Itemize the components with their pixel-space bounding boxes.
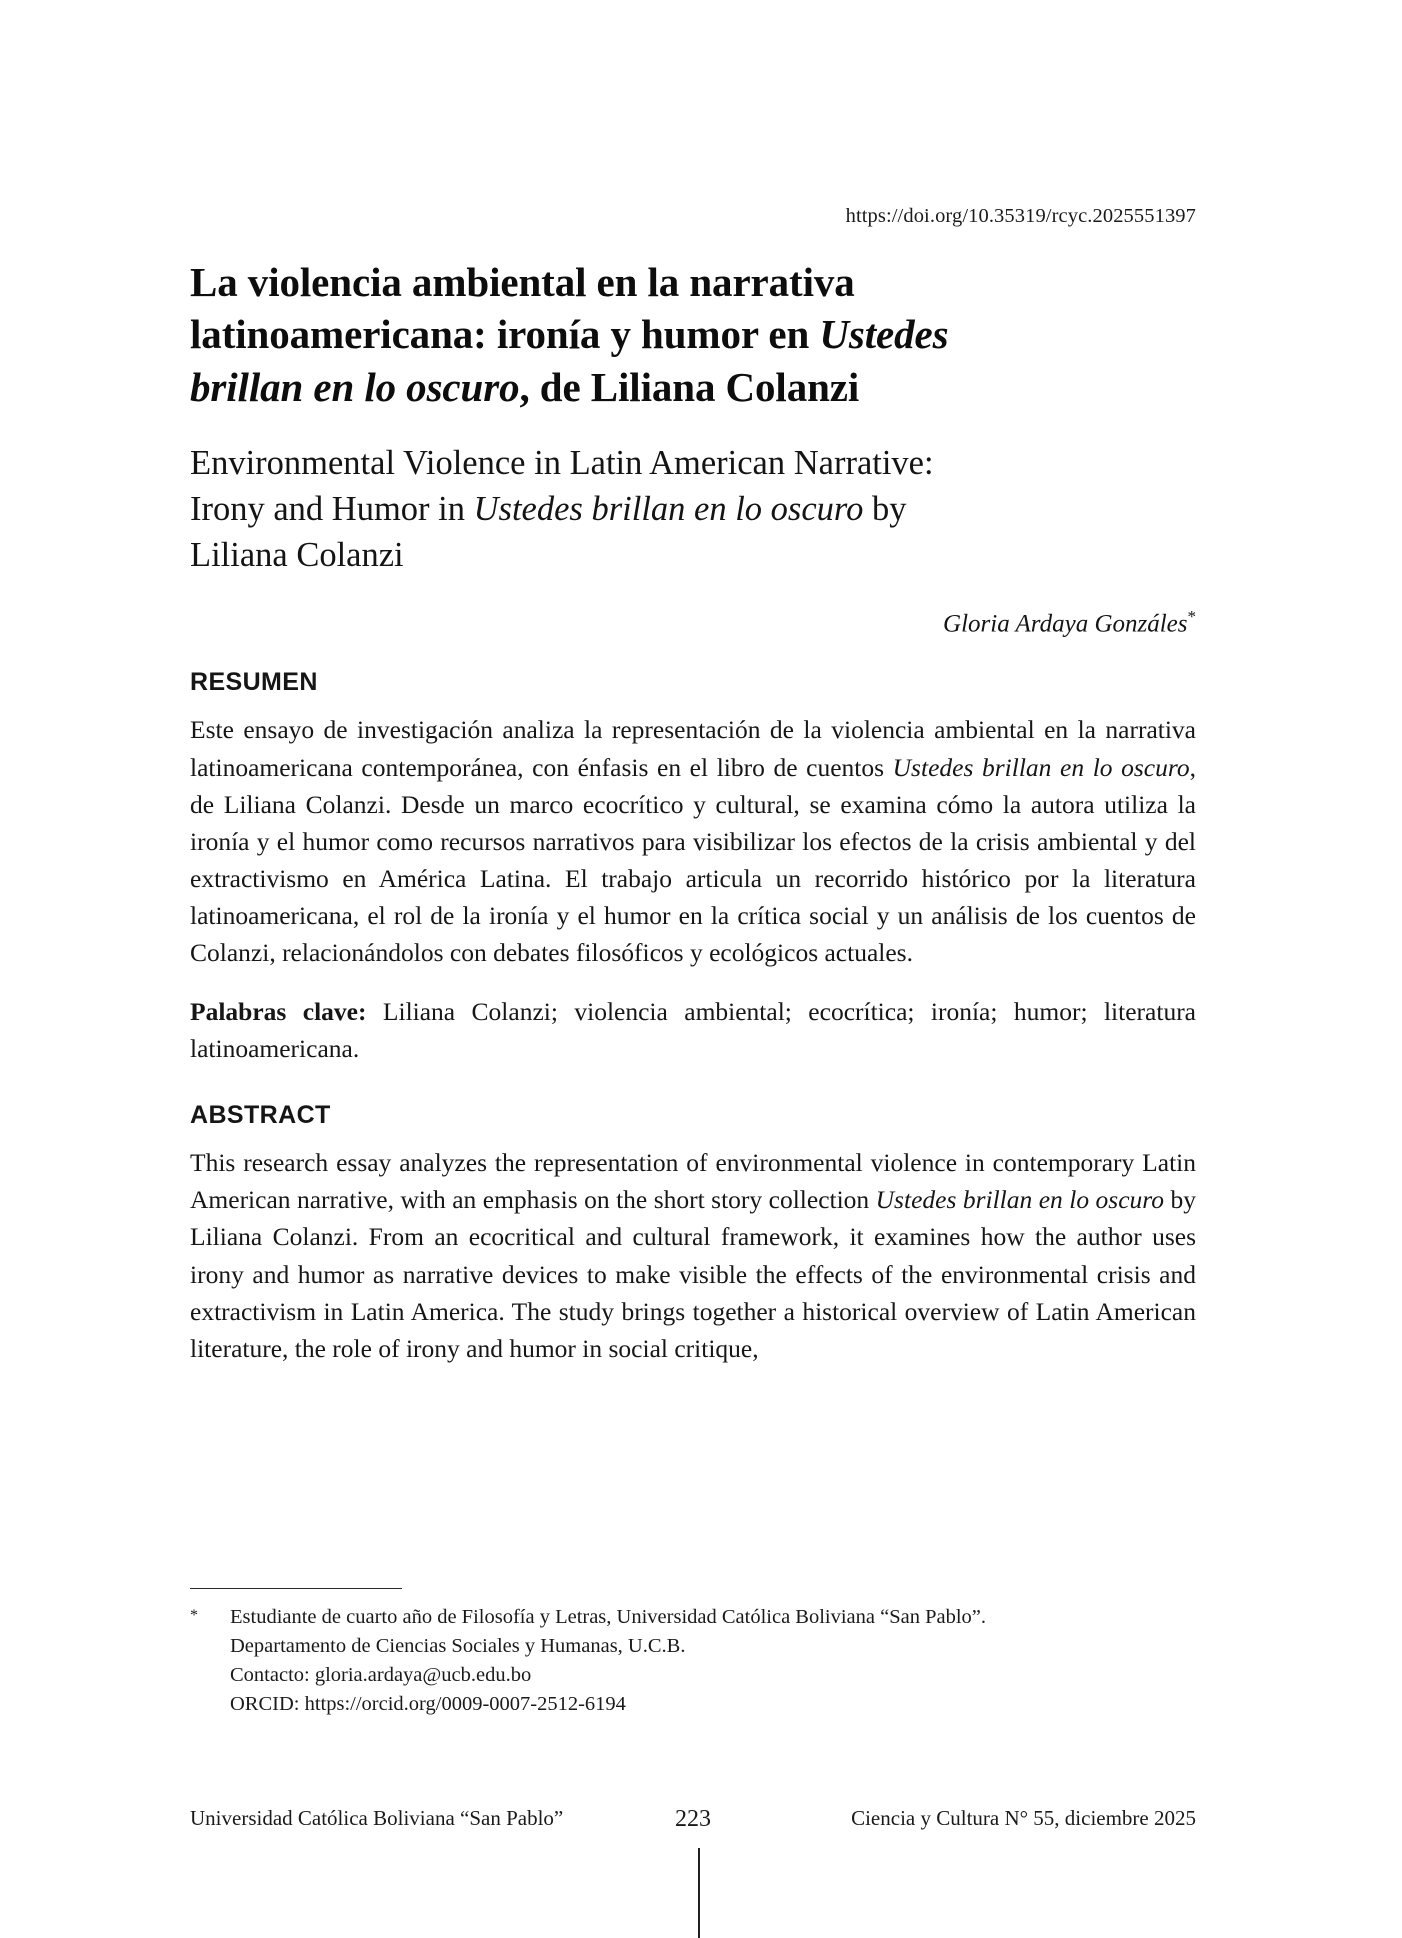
footnote-entry [190, 1603, 1196, 1719]
resumen-book-title: Ustedes brillan en lo oscuro [892, 752, 1190, 782]
title-en-line3: Liliana Colanzi [190, 535, 404, 574]
abstract-paragraph [190, 1144, 1196, 1367]
article-content [190, 0, 1196, 1367]
page-title-english [190, 441, 1196, 579]
doi-link[interactable]: https://doi.org/10.35319/rcyc.2025551397 [845, 205, 1196, 227]
resumen-part1: Este ensayo de investigación analiza la representación de la violencia ambiental en la narrativa latinoamericana contemporánea, con énfasis en el libro de cuentos [190, 715, 1196, 782]
footnote-orcid-link[interactable]: ORCID: https://orcid.org/0009-0007-2512-6194 [230, 1693, 626, 1716]
title-es-line3-italic: brillan en lo oscuro [190, 363, 520, 410]
page-title-spanish [190, 256, 1196, 413]
title-en-line2-italic: Ustedes brillan en lo oscuro [473, 489, 864, 528]
footnote-separator-rule [190, 1588, 402, 1589]
title-en-line2-tail: by [863, 489, 907, 528]
footer-vertical-rule [698, 1848, 700, 1938]
page-footer [190, 1806, 1196, 1831]
title-es-line1: La violencia ambiental en la narrativa [190, 259, 855, 305]
title-es-line2-text: latinoamericana: ironía y humor en [190, 311, 820, 358]
keywords-label: Palabras clave: [190, 997, 367, 1027]
footnote-department: Departamento de Ciencias Sociales y Humanas, U.C.B. [230, 1635, 686, 1658]
resumen-part2: , de Liliana Colanzi. Desde un marco ecocrítico y cultural, se examina cómo la autora utiliza la ironía y el humor como recursos narrativos para visibilizar los efectos de la crisis ambiental y del extractivismo en América Latina. El trabajo articula un recorrido histórico por la literatura latinoamericana, el rol de la ironía y el humor en la crítica social y un análisis de los cuentos de Colanzi, relacionándolos con debates filosóficos y ecológicos actuales. [190, 752, 1196, 968]
abstract-part1: This research essay analyzes the representation of environmental violence in contemporary Latin American narrative, with an emphasis on the short story collection [190, 1148, 1196, 1215]
footer-journal-issue: Ciencia y Cultura N° 55, diciembre 2025 [851, 1806, 1196, 1830]
title-en-line1: Environmental Violence in Latin American Narrative: [190, 443, 934, 482]
footnote-marker: * [190, 1607, 198, 1624]
footer-institution: Universidad Católica Boliviana “San Pablo” [190, 1806, 564, 1830]
author-footnote-marker[interactable]: * [1187, 607, 1196, 627]
section-heading-resumen: RESUMEN [190, 668, 318, 697]
footnote-contact-email[interactable]: Contacto: gloria.ardaya@ucb.edu.bo [230, 1664, 532, 1687]
abstract-book-title: Ustedes brillan en lo oscuro [875, 1185, 1165, 1215]
keywords-value: Liliana Colanzi; violencia ambiental; ecocrítica; ironía; humor; literatura latinoamericana. [190, 997, 1196, 1064]
author-line [190, 607, 1196, 638]
title-es-line3-text: , de Liliana Colanzi [519, 363, 860, 410]
title-es-line2-italic: Ustedes [819, 311, 949, 358]
title-en-line2-text: Irony and Humor in [190, 489, 474, 528]
doi-line [190, 205, 1196, 228]
footnote-affiliation: Estudiante de cuarto año de Filosofía y Letras, Universidad Católica Boliviana “San Pablo”. [230, 1606, 987, 1628]
resumen-paragraph [190, 711, 1196, 971]
abstract-part2: by Liliana Colanzi. From an ecocritical and cultural framework, it examines how the author uses irony and humor as narrative devices to make visible the effects of the environmental crisis and extractivism in Latin America. The study brings together a historical overview of Latin American literature, the role of irony and humor in social critique, [190, 1185, 1196, 1363]
author-name: Gloria Ardaya Gonzáles [943, 610, 1188, 638]
section-heading-abstract: ABSTRACT [190, 1101, 331, 1130]
footnote-text [230, 1603, 1196, 1719]
keywords-line [190, 993, 1196, 1067]
footer-page-number: 223 [675, 1806, 711, 1832]
footnote-block [190, 1588, 1196, 1719]
